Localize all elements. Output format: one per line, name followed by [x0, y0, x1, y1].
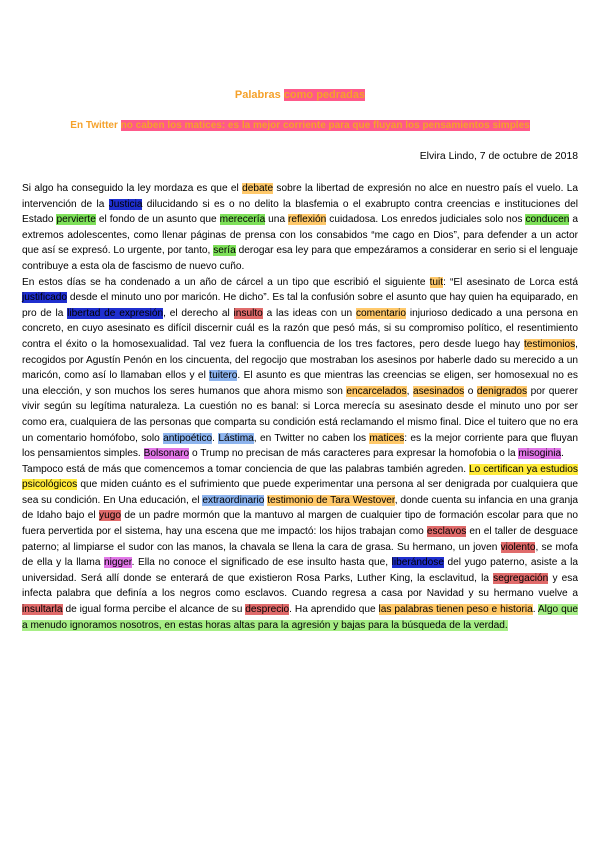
title-text: Palabras — [234, 89, 284, 101]
text-run: : “El asesinato de Lorca está — [443, 276, 578, 288]
title-highlight: como pedradas — [283, 89, 366, 101]
highlight: asesinados — [412, 385, 465, 397]
text-run: en el taller de desguace paterno; al limpiarse el sudor con las manos, la chavala se llena la cara de grasa. Su hermano, un joven — [22, 526, 578, 553]
text-run: desde el minuto uno por maricón. He dicho”. Es tal la confusión sobre el asunto que hay quien ha equiparado, en pro de la — [22, 292, 578, 319]
text-run: Tampoco está de más que comencemos a tomar conciencia de que las palabras también agreden. — [22, 463, 470, 475]
highlight: insulto — [233, 307, 263, 319]
highlight: esclavos — [426, 526, 467, 538]
highlight: pervierte — [56, 214, 96, 226]
text-run: . — [212, 432, 219, 444]
text-run: de un padre mormón que la mantuvo al margen de cualquier tipo de formación escolar para que no fuera pervertida por el sistema, hay una escena que me impactó: los hijos trabajan como — [22, 510, 578, 538]
paragraph-2 — [22, 275, 578, 462]
highlight: nigger — [104, 557, 132, 569]
highlight: Lo certifican ya estudios psicológicos — [22, 463, 578, 491]
text-run: derogar esa ley para que empezáramos a considerar en serio si el lenguaje contribuye a esta ola de fascismo de nuevo cuño. — [22, 245, 578, 272]
highlight: antipoético — [163, 432, 213, 444]
highlight: testimonio de Tara Westover — [267, 494, 395, 506]
highlight: debate — [242, 183, 274, 194]
highlight: extraordinario — [202, 494, 265, 506]
highlight: yugo — [99, 510, 121, 522]
byline: Elvira Lindo, 7 de octubre de 2018 — [419, 151, 578, 162]
text-run: . — [532, 604, 538, 616]
text-run: , en Twitter no caben los — [253, 432, 370, 444]
text-run: a las ideas con un — [262, 307, 356, 319]
text-run: una — [265, 214, 289, 226]
text-run: a extremos adolescentes, como llenar páginas de prensa con los consabidos “me cago en Dios”, para defender a un actor que así se expresó. Lo urgente, por tanto, — [22, 214, 578, 257]
text-run: . — [561, 448, 564, 460]
text-run: por querer vivir según su legítima naturaleza. La cuestión no es banal: si Lorca merecía su asesinato desde el minuto uno por ser como era, cualquiera de las personas que comparta su condición está reclamando el mismo final. Dice el tuitero que no era un comentario homófobo, solo — [22, 385, 578, 444]
subtitle-highlight: no caben los matices: es la mejor corriente para que fluyan los pensamientos simples — [120, 120, 530, 131]
highlight: denigrados — [476, 385, 528, 397]
highlight: reflexión — [288, 214, 327, 226]
subtitle-text: En Twitter — [70, 120, 121, 131]
text-run: . El asunto es que mientras las creencias se eligen, ser homosexual no es una elección, y son muchos los seres humanos que ahora mismo son — [22, 370, 578, 397]
highlight: liberándose — [391, 557, 444, 569]
highlight: violento — [500, 541, 536, 553]
text-run: cuidadosa. Los enredos judiciales solo nos — [326, 214, 526, 226]
highlight: las palabras tienen peso e historia — [378, 604, 533, 616]
highlight: matices — [369, 432, 405, 444]
highlight: segregación — [493, 572, 549, 584]
text-run: : es la mejor corriente para que fluyan los pensamientos simples. — [22, 432, 578, 460]
highlight: tuit — [429, 276, 444, 288]
text-run: sobre la libertad de expresión no alce en nuestro país el vuelo. La intervención de la — [22, 183, 579, 210]
text-run: . Ha aprendido que — [289, 604, 379, 616]
text-run: , el derecho al — [163, 307, 234, 319]
highlight: comentario — [355, 307, 407, 319]
text-run: de igual forma percibe el alcance de su — [62, 604, 246, 616]
text-run: , donde cuenta su infancia en una granja de Idaho bajo el — [22, 494, 578, 522]
text-run: que miden cuánto es el sufrimiento que puede experimentar una persona al ser denigrada por cualquiera que sea su condición. En Una educación, el — [22, 479, 578, 506]
highlight: desprecio — [245, 604, 290, 616]
paragraph-1 — [22, 181, 578, 275]
text-run: En estos días se ha condenado a un año de cárcel a un tipo que escribió el siguiente — [22, 276, 430, 288]
highlight: Lástima — [218, 432, 254, 444]
article-subtitle — [0, 120, 600, 131]
highlight: Justicia — [108, 198, 143, 210]
text-run: , recogidos por Agustín Penón en los cincuenta, del regocijo que mostraban los asesinos por haberle dado su merecido a un maricón, como así lo llamaban ellos y el — [22, 338, 578, 382]
text-run: , se mofa de ella y la llama — [22, 541, 578, 569]
highlight: conducen — [525, 214, 570, 226]
highlight: insultarla — [22, 604, 63, 616]
article-title — [0, 89, 600, 101]
highlight: libertad de expresión — [67, 307, 164, 319]
text-run: del yugo paterno, asiste a la universidad. Será allí donde se enterará de que existieron Rosa Parks, Luther King, la esclavitud, la — [22, 557, 578, 584]
text-run: o — [464, 385, 477, 397]
highlight: encarcelados — [346, 385, 407, 397]
highlight: Algo que a menudo ignoramos nosotros, en estas horas altas para la agresión y bajas para la búsqueda de la verdad. — [22, 604, 578, 631]
highlight: Bolsonaro — [143, 448, 190, 460]
highlight: merecería — [219, 214, 266, 226]
text-run: el fondo de un asunto que — [95, 214, 220, 226]
text-run: dilucidando si es o no delito la blasfemia o el exabrupto contra creencias e instituciones del Estado — [22, 198, 578, 226]
paragraph-3 — [22, 462, 578, 634]
highlight: misoginia — [518, 448, 562, 460]
highlight: testimonios — [523, 338, 576, 350]
text-run: y esa infecta palabra que definía a los negros como esclavos. Cuando regresa a casa por Navidad y su hermano vuelve a — [22, 572, 579, 600]
highlight: justificado — [22, 292, 68, 304]
text-run: o Trump no precisan de más caracteres para expresar la homofobia o la — [189, 448, 519, 460]
text-run: . Ella no conoce el significado de ese insulto hasta que, — [131, 557, 392, 569]
text-run: Si algo ha conseguido la ley mordaza es que el — [22, 183, 243, 194]
text-run: , — [406, 385, 413, 397]
article-body — [22, 181, 578, 633]
highlight: sería — [213, 245, 236, 257]
highlight: tuitero — [209, 370, 238, 382]
text-run: injurioso dedicado a una persona en concreto, en cuyo asesinato es difícil discernir cuál es la razón que pesó más, si su compromiso político, el resentimiento contra el éxito o la homosexualidad. Tal vez fuera la confluencia de los tres factores, pero desde luego hay — [22, 307, 578, 350]
